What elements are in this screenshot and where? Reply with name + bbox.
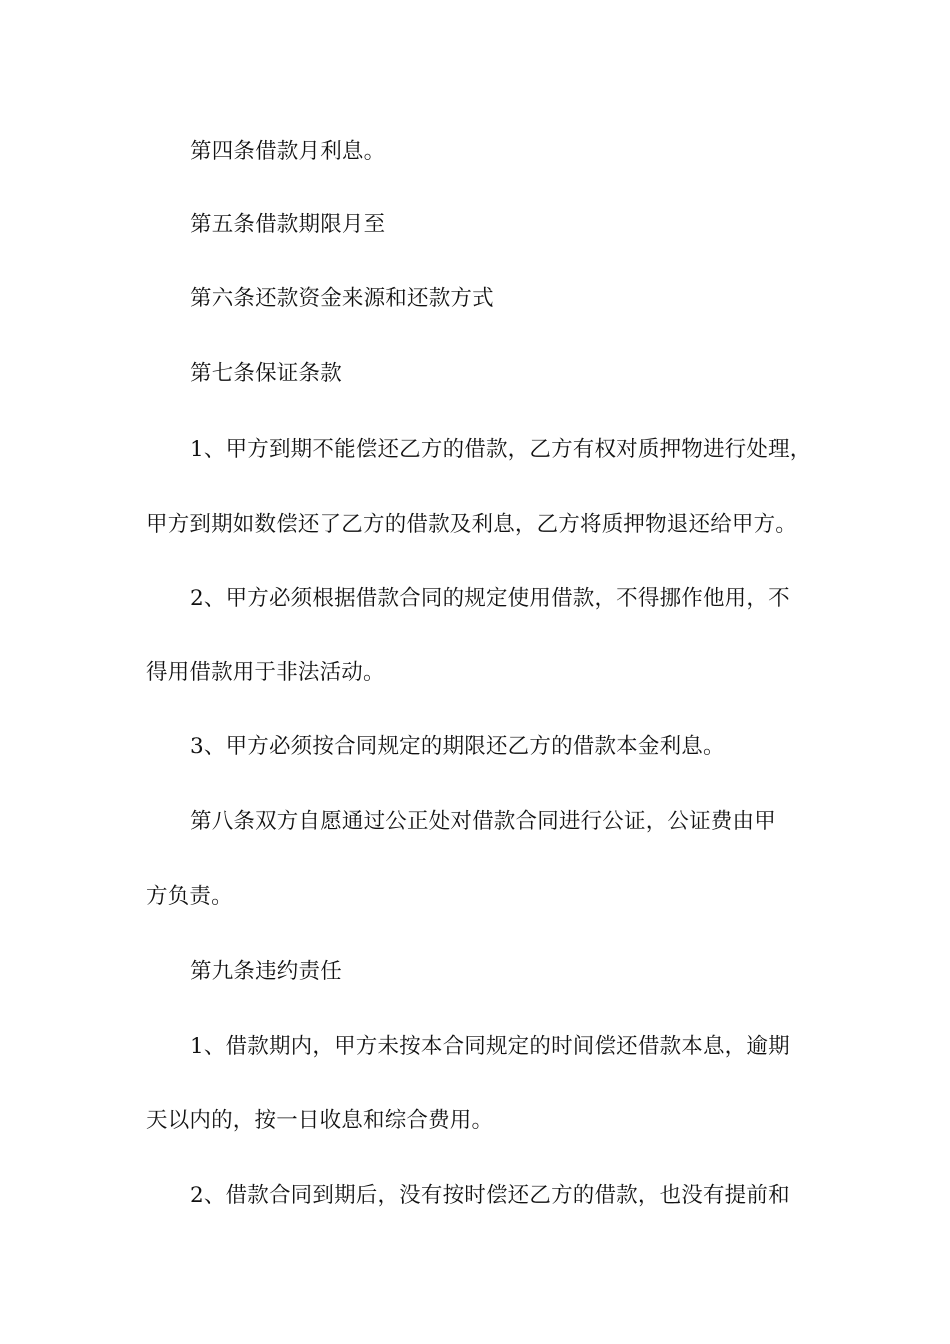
- clause-9-item-1-line-2: 天以内的，按一日收息和综合费用。: [146, 1108, 494, 1133]
- clause-8-line-1: 第八条双方自愿通过公正处对借款合同进行公证，公证费由甲: [190, 809, 776, 834]
- clause-9-item-1-line-1: 1、借款期内，甲方未按本合同规定的时间偿还借款本息，逾期: [190, 1034, 790, 1059]
- clause-9-item-2-line-1: 2、借款合同到期后，没有按时偿还乙方的借款，也没有提前和: [190, 1183, 790, 1208]
- clause-7-item-1-line-1: 1、甲方到期不能偿还乙方的借款，乙方有权对质押物进行处理，: [190, 437, 812, 462]
- clause-7-heading: 第七条保证条款: [190, 361, 342, 386]
- clause-5-line: 第五条借款期限月至: [190, 212, 386, 237]
- clause-7-item-2-line-1: 2、甲方必须根据借款合同的规定使用借款，不得挪作他用，不: [190, 586, 790, 611]
- clause-7-item-2-line-2: 得用借款用于非法活动。: [146, 660, 385, 685]
- clause-6-line: 第六条还款资金来源和还款方式: [190, 286, 494, 311]
- clause-7-item-3-line: 3、甲方必须按合同规定的期限还乙方的借款本金利息。: [190, 734, 725, 759]
- clause-9-heading: 第九条违约责任: [190, 959, 342, 984]
- clause-4-line: 第四条借款月利息。: [190, 139, 386, 164]
- clause-8-line-2: 方负责。: [146, 884, 233, 909]
- clause-7-item-1-line-2: 甲方到期如数偿还了乙方的借款及利息，乙方将质押物退还给甲方。: [146, 512, 798, 537]
